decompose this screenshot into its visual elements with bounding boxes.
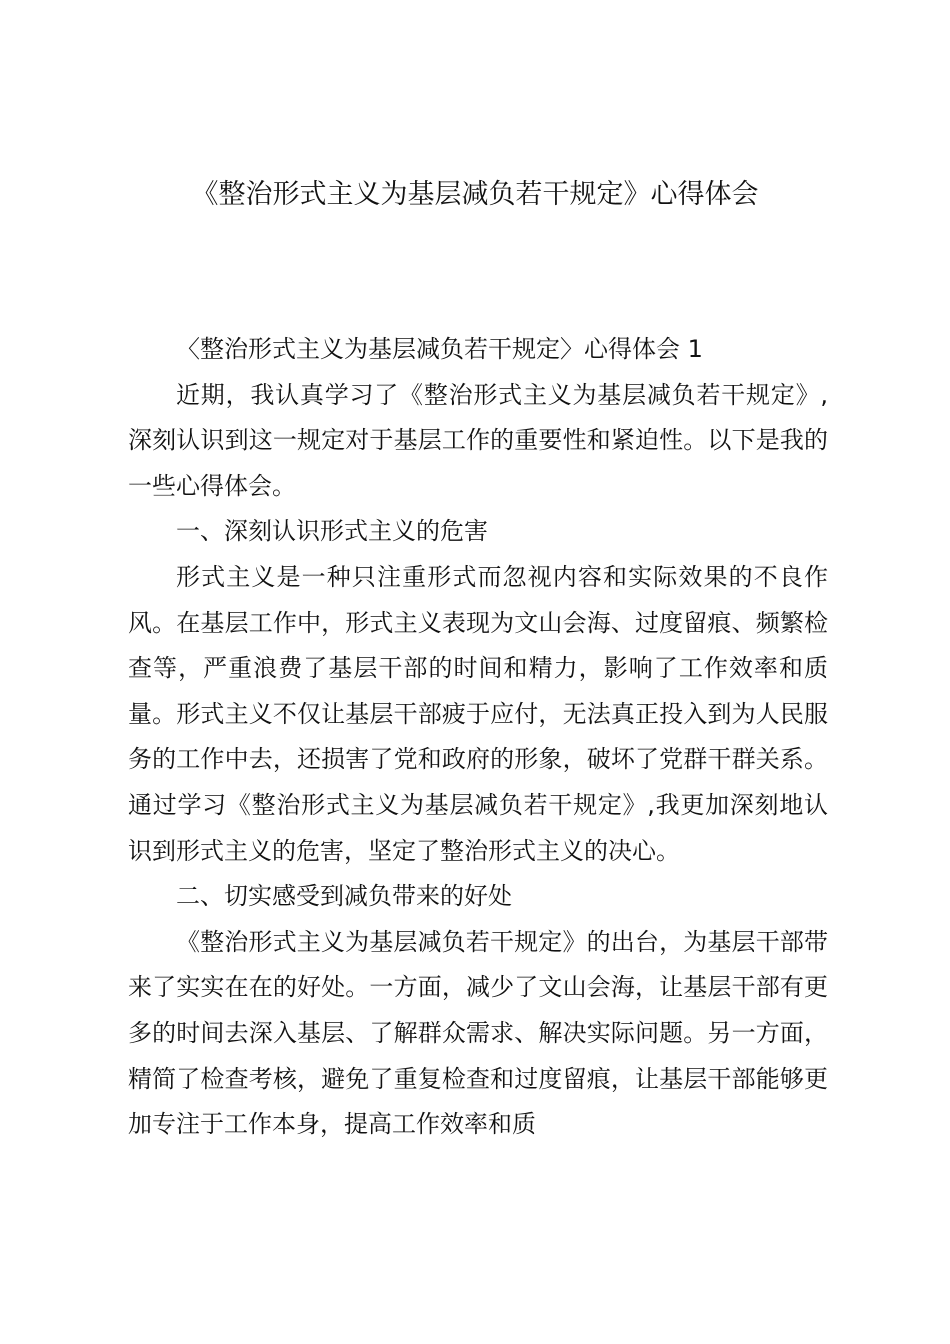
paragraph-section-1: 形式主义是一种只注重形式而忽视内容和实际效果的不良作风。在基层工作中，形式主义表现为文山会海、过度留痕、频繁检查等，严重浪费了基层干部的时间和精力，影响了工作效率和质量。形式主义不仅让基层干部疲于应付，无法真正投入到为人民服务的工作中去，还损害了党和政府的形象，破坏了党群干群关系。通过学习《整治形式主义为基层减负若干规定》,我更加深刻地认识到形式主义的危害，坚定了整治形式主义的决心。	[128, 562, 828, 865]
heading-section-1: 一、深刻认识形式主义的危害	[176, 517, 488, 546]
section-subtitle: 〈整治形式主义为基层减负若干规定〉心得体会 1	[176, 335, 703, 363]
document-body	[128, 327, 828, 1148]
paragraph-section-2: 《整治形式主义为基层减负若干规定》的出台，为基层干部带来了实实在在的好处。一方面，减少了文山会海，让基层干部有更多的时间去深入基层、了解群众需求、解决实际问题。另一方面，精简了检查考核，避免了重复检查和过度留痕，让基层干部能够更加专注于工作本身，提高工作效率和质	[128, 927, 828, 1139]
heading-section-2: 二、切实感受到减负带来的好处	[176, 882, 512, 911]
document-title: 《整治形式主义为基层减负若干规定》心得体会	[191, 179, 759, 210]
paragraph-intro: 近期，我认真学习了《整治形式主义为基层减负若干规定》,深刻认识到这一规定对于基层工作的重要性和紧迫性。以下是我的一些心得体会。	[128, 380, 828, 500]
